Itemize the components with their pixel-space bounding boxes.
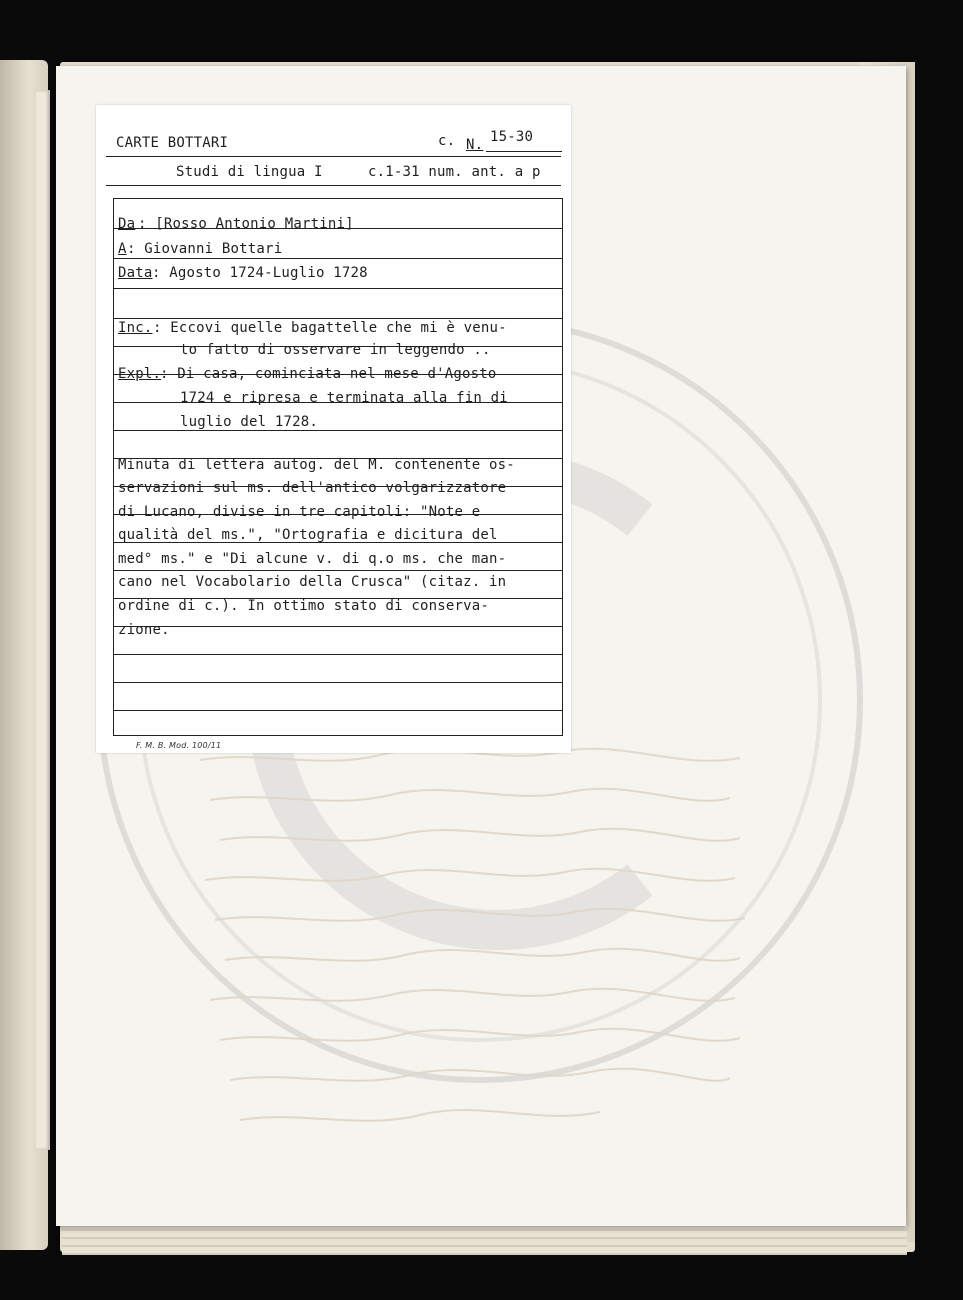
description-line-2: servazioni sul ms. dell'antico volgarizzatore: [118, 480, 507, 496]
data-value: : Agosto 1724-Luglio 1728: [152, 265, 368, 281]
card-n-label: N.: [466, 137, 484, 153]
inc-label: Inc.: [118, 320, 153, 336]
expl-line-1: : Di casa, cominciata nel mese d'Agosto: [160, 366, 497, 382]
description-line-5: med° ms." e "Di alcune v. di q.o ms. che man-: [118, 551, 507, 567]
da-value: : [Rosso Antonio Martini]: [138, 216, 354, 232]
card-n-rule: [486, 151, 562, 152]
card-c-label: c.: [438, 133, 456, 149]
da-label: Da: [118, 216, 136, 232]
inc-line-1: : Eccovi quelle bagattelle che mi è venu-: [153, 320, 507, 336]
faded-handwriting: [200, 740, 760, 1160]
card-subtitle-rule: [106, 185, 561, 186]
a-value: : Giovanni Bottari: [127, 241, 283, 257]
description-line-8: zione.: [118, 622, 170, 638]
card-n-value: 15-30: [490, 129, 534, 145]
card-header-title: CARTE BOTTARI: [116, 135, 229, 151]
inc-line-2: to fatto di osservare in leggendo ..: [180, 342, 491, 358]
left-page-edge: [36, 90, 50, 1150]
description-line-4: qualità del ms.", "Ortografia e dicitura del: [118, 527, 498, 543]
card-header-rule: [106, 156, 561, 157]
form-code: F. M. B. Mod. 100/11: [136, 741, 222, 750]
description-line-6: cano nel Vocabolario della Crusca" (citaz. in: [118, 574, 507, 590]
a-label: A: [118, 241, 127, 257]
description-line-7: ordine di c.). In ottimo stato di conserva-: [118, 598, 490, 614]
card-subtitle-range: c.1-31 num. ant. a p: [368, 164, 541, 180]
card-subtitle-series: Studi di lingua I: [176, 164, 323, 180]
description-line-1: Minuta di lettera autog. del M. contenente os-: [118, 457, 515, 473]
catalog-card: [96, 105, 571, 753]
expl-line-2: 1724 e ripresa e terminata alla fin di: [180, 390, 508, 406]
data-label: Data: [118, 265, 153, 281]
description-line-3: di Lucano, divise in tre capitoli: "Note e: [118, 504, 481, 520]
expl-label: Expl.: [118, 366, 162, 382]
expl-line-3: luglio del 1728.: [180, 414, 319, 430]
